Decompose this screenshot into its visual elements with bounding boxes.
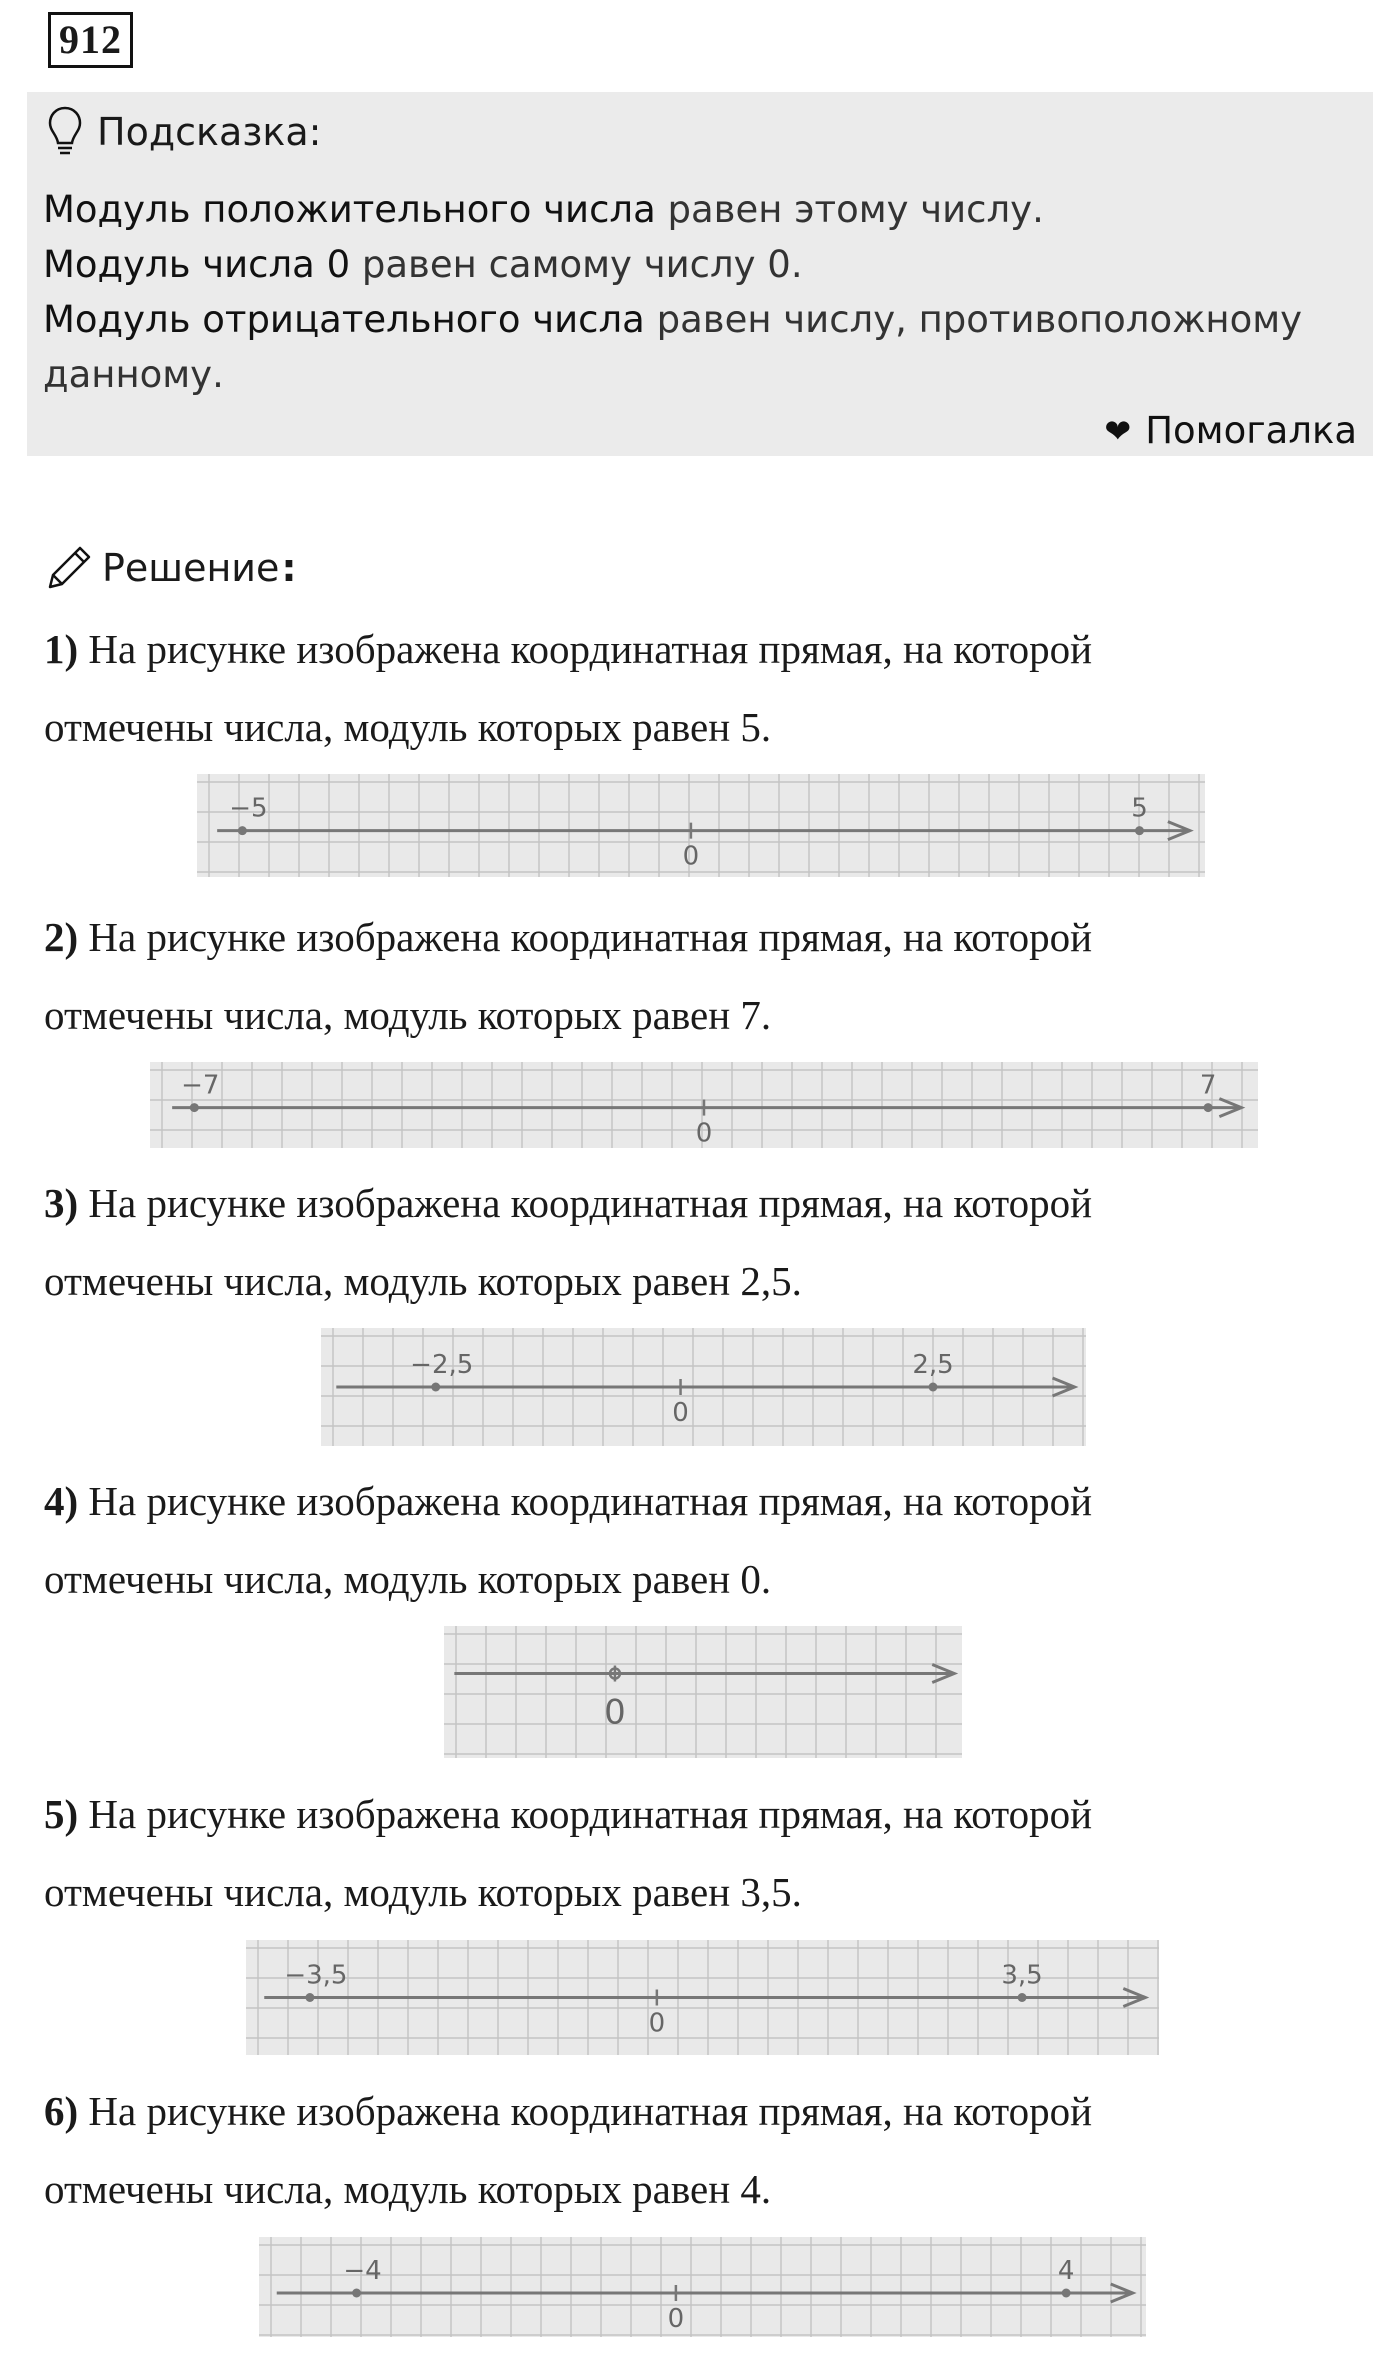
task-3 — [44, 1164, 1092, 1320]
number-line-2 — [150, 1062, 1258, 1148]
label-zero: 0 — [672, 1398, 689, 1428]
task-line: 4) На рисунке изображена координатная прямая, на которой — [44, 1478, 1093, 1524]
task-line: отмечены числа, модуль которых равен 3,5. — [44, 1869, 802, 1915]
task-1 — [44, 610, 1092, 766]
label-positive: 7 — [1199, 1070, 1217, 1101]
label-negative: −7 — [181, 1070, 220, 1101]
hint-header — [47, 102, 321, 162]
hint-title: Подсказка: — [97, 110, 322, 154]
label-negative: −4 — [343, 2256, 382, 2286]
label-zero: 0 — [604, 1692, 626, 1733]
point-positive — [1135, 826, 1144, 835]
task-line: 2) На рисунке изображена координатная прямая, на которой — [44, 914, 1093, 960]
label-positive: 3,5 — [1001, 1960, 1043, 1991]
label-zero: 0 — [648, 2008, 666, 2039]
solution-header — [44, 540, 297, 596]
task-5 — [44, 1775, 1092, 1931]
hint-body — [43, 182, 1353, 402]
task-line: 3) На рисунке изображена координатная прямая, на которой — [44, 1180, 1093, 1226]
hint-footer-label: Помогалка — [1145, 409, 1357, 452]
point-negative — [352, 2289, 361, 2298]
point-positive — [1062, 2289, 1071, 2298]
label-negative: −2,5 — [410, 1350, 474, 1380]
task-line: 5) На рисунке изображена координатная прямая, на которой — [44, 1791, 1093, 1837]
number-line-4 — [444, 1626, 962, 1758]
graph-paper — [197, 774, 1205, 877]
task-line: отмечены числа, модуль которых равен 2,5. — [44, 1258, 802, 1304]
solution-colon: : — [281, 546, 297, 590]
point-negative — [238, 826, 247, 835]
hint-footer[interactable] — [1104, 409, 1357, 452]
point-negative — [305, 1993, 314, 2002]
task-6 — [44, 2072, 1092, 2228]
label-positive: 2,5 — [912, 1350, 954, 1380]
task-2 — [44, 898, 1092, 1054]
point-negative — [190, 1103, 199, 1112]
task-line: отмечены числа, модуль которых равен 5. — [44, 704, 772, 750]
hint-line: Модуль отрицательного числа равен числу, противоположному данному. — [43, 298, 1303, 396]
label-negative: −3,5 — [284, 1960, 348, 1991]
hint-line: Модуль положительного числа равен этому числу. — [43, 188, 1044, 231]
heart-icon: ❤ — [1104, 411, 1132, 450]
point-negative — [431, 1383, 440, 1392]
number-line-1 — [197, 774, 1205, 877]
number-line-3 — [321, 1328, 1086, 1446]
label-positive: 4 — [1057, 2256, 1075, 2286]
task-line: 6) На рисунке изображена координатная прямая, на которой — [44, 2088, 1093, 2134]
number-line-6 — [259, 2237, 1146, 2337]
task-line: отмечены числа, модуль которых равен 0. — [44, 1556, 772, 1602]
task-line: отмечены числа, модуль которых равен 7. — [44, 992, 772, 1038]
number-line-5 — [246, 1940, 1159, 2055]
label-zero: 0 — [667, 2304, 685, 2334]
graph-paper — [444, 1626, 962, 1758]
label-positive: 5 — [1131, 793, 1148, 824]
lightbulb-icon — [47, 105, 83, 159]
solution-title: Решение — [102, 546, 280, 590]
task-line: 1) На рисунке изображена координатная прямая, на которой — [44, 626, 1093, 672]
exercise-number: 912 — [48, 12, 133, 68]
point-positive — [929, 1383, 938, 1392]
task-line: отмечены числа, модуль которых равен 4. — [44, 2166, 772, 2212]
point-positive — [1018, 1993, 1027, 2002]
point-positive — [1204, 1103, 1213, 1112]
graph-paper — [259, 2237, 1146, 2337]
hint-box — [27, 92, 1373, 456]
pencil-icon — [44, 543, 94, 593]
label-negative: −5 — [229, 793, 268, 824]
task-4 — [44, 1462, 1092, 1618]
label-zero: 0 — [695, 1118, 713, 1149]
label-zero: 0 — [682, 841, 700, 872]
hint-line: Модуль числа 0 равен самому числу 0. — [43, 243, 803, 286]
